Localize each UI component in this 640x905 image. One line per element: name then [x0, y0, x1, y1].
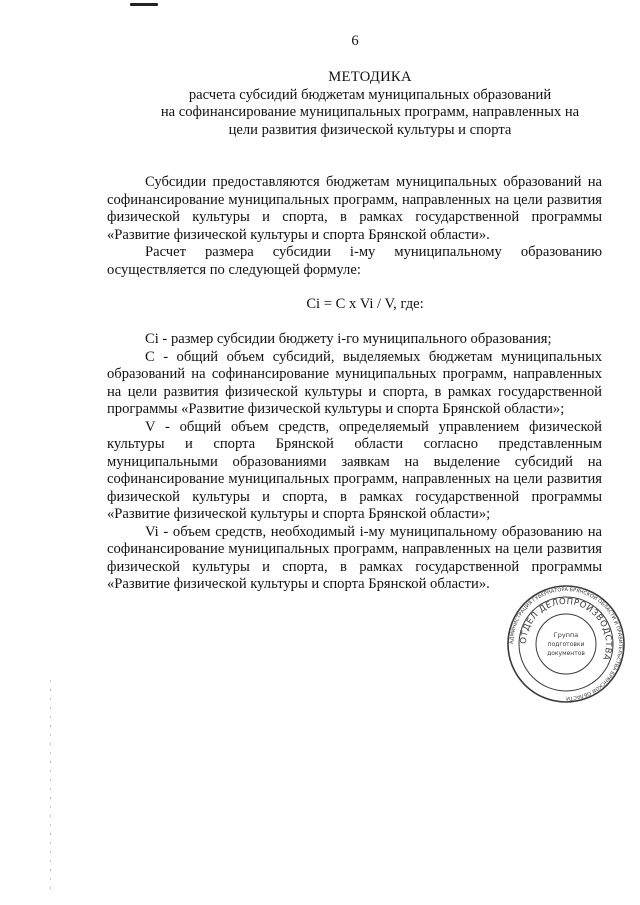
stamp-center-line: документов [547, 650, 585, 657]
office-stamp [506, 584, 626, 704]
stamp-center-line: Группа [553, 631, 579, 639]
definition-c: С - общий объем субсидий, выделяемых бюджетам муниципальных образований на софинансирование муниципальных программ, направленных на цели развития физической культуры и спорта, в рамках государственной программы «Развитие физической культуры и спорта Брянской области»; [107, 348, 602, 417]
definition-v: V - общий объем средств, определяемый управлением физической культуры и спорта Брянской области согласно представленным муниципальными образованиями заявкам на выделение субсидий на софинансирование муниципальных программ, направленных на цели развития физической культуры и спорта, в рамках государственной программы «Развитие физической культуры и спорта Брянской области»; [107, 418, 602, 522]
subtitle-line: цели развития физической культуры и спорта [228, 121, 512, 138]
definition-vi: Vi - объем средств, необходимый i-му муниципальному образованию на софинансирование муниципальных программ, направленных на цели развития физической культуры и спорта, в рамках государственной программы «Развитие физической культуры и спорта Брянской области». [107, 523, 602, 592]
stamp-outer-text: АДМИНИСТРАЦИЯ ГУБЕРНАТОРА БРЯНСКОЙ ОБЛАСТИ И ПРАВИТЕЛЬСТВА БРЯНСКОЙ ОБЛАСТИ [508, 586, 624, 702]
formula: Ci = C x Vi / V, где: [306, 296, 424, 312]
intro-paragraph: Расчет размера субсидии i-му муниципальному образованию осуществляется по следующей формуле: [107, 244, 602, 278]
margin-dots [50, 680, 51, 890]
document-heading [150, 69, 590, 139]
intro-paragraph: Субсидии предоставляются бюджетам муниципальных образований на софинансирование муниципальных программ, направленных на цели развития физической культуры и спорта, в рамках государственной программы «Развитие физической культуры и спорта Брянской области». [107, 174, 602, 243]
page-number: 6 [351, 33, 359, 49]
scan-artifact [130, 3, 158, 6]
stamp-center-line: подготовки [547, 641, 585, 648]
intro-section [107, 174, 602, 279]
document-title: МЕТОДИКА [328, 69, 412, 85]
formula-legend [107, 331, 602, 594]
subtitle-line: на софинансирование муниципальных программ, направленных на [160, 104, 580, 120]
stamp-ring-text: ОТДЕЛ ДЕЛОПРОИЗВОДСТВА [518, 596, 614, 662]
subtitle-line: расчета субсидий бюджетам муниципальных образований [188, 86, 552, 103]
definition-ci: Ci - размер субсидии бюджету i-го муниципального образования; [145, 331, 552, 347]
